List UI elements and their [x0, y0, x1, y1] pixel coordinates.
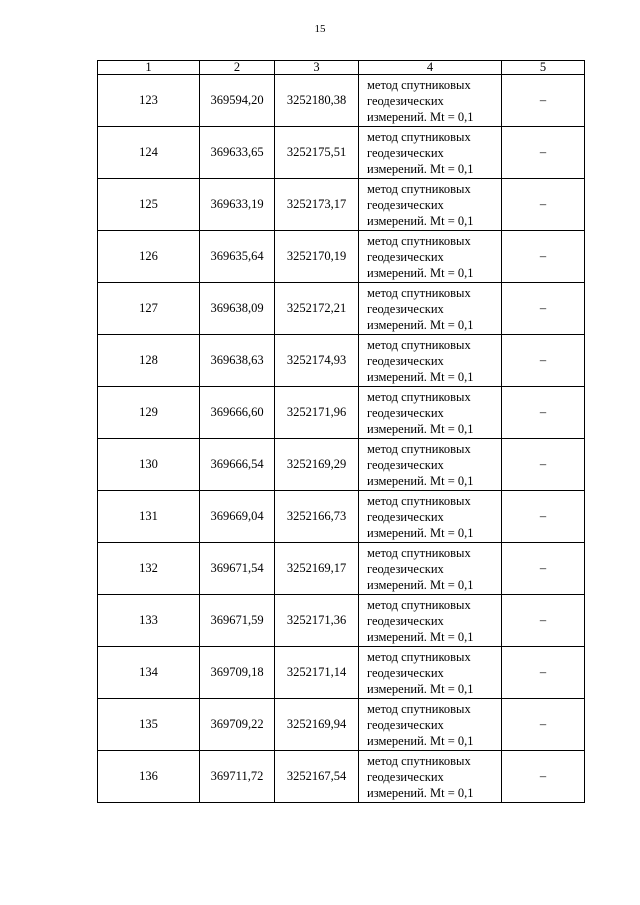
y-coordinate-cell: 3252175,51 — [275, 127, 359, 179]
method-line: геодезических — [367, 613, 444, 628]
table-row — [98, 595, 585, 647]
x-coordinate-cell: 369711,72 — [200, 751, 275, 803]
method-line: метод спутниковых — [367, 441, 471, 456]
x-coordinate-cell: 369666,60 — [200, 387, 275, 439]
method-cell — [359, 647, 502, 699]
method-cell — [359, 127, 502, 179]
method-line: метод спутниковых — [367, 389, 471, 404]
table-row — [98, 283, 585, 335]
point-number-cell: 123 — [98, 75, 200, 127]
column-header: 4 — [359, 61, 502, 75]
note-cell: – — [502, 751, 585, 803]
point-number-cell: 126 — [98, 231, 200, 283]
method-cell — [359, 595, 502, 647]
method-line: измерений. Mt = 0,1 — [367, 473, 474, 488]
column-header: 3 — [275, 61, 359, 75]
point-number-cell: 130 — [98, 439, 200, 491]
x-coordinate-cell: 369709,22 — [200, 699, 275, 751]
note-cell: – — [502, 127, 585, 179]
y-coordinate-cell: 3252172,21 — [275, 283, 359, 335]
x-coordinate-cell: 369638,09 — [200, 283, 275, 335]
method-line: измерений. Mt = 0,1 — [367, 317, 474, 332]
point-number-cell: 133 — [98, 595, 200, 647]
note-cell: – — [502, 335, 585, 387]
note-cell: – — [502, 283, 585, 335]
method-line: измерений. Mt = 0,1 — [367, 525, 474, 540]
y-coordinate-cell: 3252167,54 — [275, 751, 359, 803]
point-number-cell: 136 — [98, 751, 200, 803]
table-row — [98, 751, 585, 803]
note-cell: – — [502, 179, 585, 231]
method-cell — [359, 699, 502, 751]
method-cell — [359, 179, 502, 231]
method-line: геодезических — [367, 561, 444, 576]
method-line: измерений. Mt = 0,1 — [367, 369, 474, 384]
point-number-cell: 124 — [98, 127, 200, 179]
table-row — [98, 387, 585, 439]
point-number-cell: 128 — [98, 335, 200, 387]
method-line: метод спутниковых — [367, 233, 471, 248]
table-row — [98, 179, 585, 231]
table-row — [98, 127, 585, 179]
note-cell: – — [502, 387, 585, 439]
method-line: измерений. Mt = 0,1 — [367, 109, 474, 124]
y-coordinate-cell: 3252173,17 — [275, 179, 359, 231]
y-coordinate-cell: 3252180,38 — [275, 75, 359, 127]
page-number: 15 — [314, 23, 326, 35]
method-line: измерений. Mt = 0,1 — [367, 785, 474, 800]
point-number-cell: 132 — [98, 543, 200, 595]
note-cell: – — [502, 647, 585, 699]
note-cell: – — [502, 75, 585, 127]
y-coordinate-cell: 3252169,17 — [275, 543, 359, 595]
method-line: геодезических — [367, 145, 444, 160]
table-row — [98, 231, 585, 283]
method-line: измерений. Mt = 0,1 — [367, 421, 474, 436]
y-coordinate-cell: 3252169,94 — [275, 699, 359, 751]
x-coordinate-cell: 369709,18 — [200, 647, 275, 699]
method-cell — [359, 439, 502, 491]
method-line: геодезических — [367, 93, 444, 108]
method-line: геодезических — [367, 717, 444, 732]
method-line: геодезических — [367, 457, 444, 472]
y-coordinate-cell: 3252166,73 — [275, 491, 359, 543]
y-coordinate-cell: 3252170,19 — [275, 231, 359, 283]
x-coordinate-cell: 369594,20 — [200, 75, 275, 127]
x-coordinate-cell: 369635,64 — [200, 231, 275, 283]
column-header: 1 — [98, 61, 200, 75]
table-row — [98, 491, 585, 543]
method-line: метод спутниковых — [367, 753, 471, 768]
method-line: измерений. Mt = 0,1 — [367, 213, 474, 228]
method-line: метод спутниковых — [367, 181, 471, 196]
header-row — [98, 61, 585, 75]
table-header — [98, 61, 585, 75]
x-coordinate-cell: 369671,59 — [200, 595, 275, 647]
y-coordinate-cell: 3252169,29 — [275, 439, 359, 491]
y-coordinate-cell: 3252171,14 — [275, 647, 359, 699]
method-cell — [359, 283, 502, 335]
method-line: геодезических — [367, 249, 444, 264]
method-line: геодезических — [367, 769, 444, 784]
method-line: метод спутниковых — [367, 649, 471, 664]
table-row — [98, 75, 585, 127]
method-line: метод спутниковых — [367, 129, 471, 144]
table-row — [98, 335, 585, 387]
method-cell — [359, 75, 502, 127]
method-line: геодезических — [367, 665, 444, 680]
x-coordinate-cell: 369638,63 — [200, 335, 275, 387]
point-number-cell: 125 — [98, 179, 200, 231]
point-number-cell: 131 — [98, 491, 200, 543]
method-line: измерений. Mt = 0,1 — [367, 629, 474, 644]
method-line: метод спутниковых — [367, 597, 471, 612]
table-row — [98, 699, 585, 751]
method-line: измерений. Mt = 0,1 — [367, 681, 474, 696]
note-cell: – — [502, 595, 585, 647]
note-cell: – — [502, 699, 585, 751]
method-line: метод спутниковых — [367, 337, 471, 352]
column-header: 2 — [200, 61, 275, 75]
method-line: геодезических — [367, 197, 444, 212]
method-line: измерений. Mt = 0,1 — [367, 577, 474, 592]
table-row — [98, 543, 585, 595]
note-cell: – — [502, 231, 585, 283]
method-line: геодезических — [367, 353, 444, 368]
method-line: измерений. Mt = 0,1 — [367, 733, 474, 748]
method-line: метод спутниковых — [367, 285, 471, 300]
point-number-cell: 127 — [98, 283, 200, 335]
coordinates-table — [97, 60, 585, 803]
column-header: 5 — [502, 61, 585, 75]
method-line: измерений. Mt = 0,1 — [367, 161, 474, 176]
table-row — [98, 439, 585, 491]
method-line: метод спутниковых — [367, 545, 471, 560]
point-number-cell: 134 — [98, 647, 200, 699]
x-coordinate-cell: 369669,04 — [200, 491, 275, 543]
note-cell: – — [502, 439, 585, 491]
method-cell — [359, 335, 502, 387]
method-cell — [359, 491, 502, 543]
method-line: геодезических — [367, 509, 444, 524]
x-coordinate-cell: 369666,54 — [200, 439, 275, 491]
method-cell — [359, 387, 502, 439]
table-body — [98, 75, 585, 803]
y-coordinate-cell: 3252171,96 — [275, 387, 359, 439]
method-line: метод спутниковых — [367, 493, 471, 508]
note-cell: – — [502, 491, 585, 543]
table-row — [98, 647, 585, 699]
x-coordinate-cell: 369633,19 — [200, 179, 275, 231]
method-line: геодезических — [367, 405, 444, 420]
point-number-cell: 129 — [98, 387, 200, 439]
y-coordinate-cell: 3252171,36 — [275, 595, 359, 647]
x-coordinate-cell: 369671,54 — [200, 543, 275, 595]
x-coordinate-cell: 369633,65 — [200, 127, 275, 179]
point-number-cell: 135 — [98, 699, 200, 751]
method-line: метод спутниковых — [367, 701, 471, 716]
method-line: измерений. Mt = 0,1 — [367, 265, 474, 280]
method-cell — [359, 751, 502, 803]
method-cell — [359, 543, 502, 595]
y-coordinate-cell: 3252174,93 — [275, 335, 359, 387]
method-line: геодезических — [367, 301, 444, 316]
method-line: метод спутниковых — [367, 77, 471, 92]
note-cell: – — [502, 543, 585, 595]
method-cell — [359, 231, 502, 283]
